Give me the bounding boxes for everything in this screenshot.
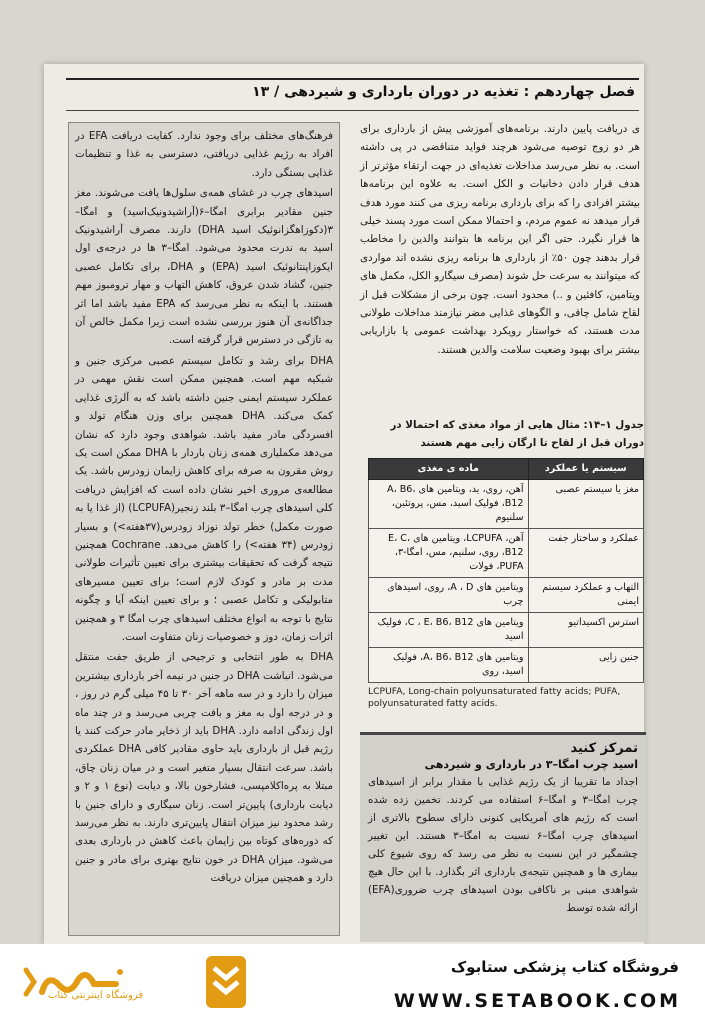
table-cell: عملکرد و ساختار جفت	[528, 529, 644, 578]
table-caption: جدول ۱–۱۴: مثال هایی از مواد مغذی که احتمالا در دوران قبل از لقاح تا ارگان زایی مهم هستند	[390, 419, 644, 449]
focus-title: تمرکز کنید	[570, 741, 638, 756]
header-system: سیستم یا عملکرد	[528, 459, 644, 480]
table-cell: ویتامین های C ، E، B6، B12، فولیک اسید	[369, 613, 529, 648]
table-cell: آهن، LCPUFA، ویتامین های E، C، B12، روی، سلنیم، مس، امگا-۳، PUFA، فولات	[369, 529, 529, 578]
left-column-box	[68, 122, 340, 936]
store-footer	[0, 944, 705, 1024]
left-paragraph-1: فرهنگ‌های مختلف برای وجود ندارد. کفایت دریافت EFA در افراد به رژیم غذایی دریافتی، دسترسی به غذا و تنظیمات غذایی بستگی دارد.	[75, 130, 333, 179]
header-divider	[66, 110, 639, 111]
right-column	[360, 120, 640, 361]
focus-box	[360, 732, 646, 942]
table-cell: ویتامین های A ، D، روی، اسیدهای چرب	[369, 578, 529, 613]
nutrient-table	[368, 458, 644, 683]
table-row	[369, 648, 644, 683]
left-paragraph-3: DHA برای رشد و تکامل سیستم عصبی مرکزی جنین و شبکیه مهم است. همچنین ممکن است نقش مهمی در عملکرد سیستم ایمنی جنین داشته باشد که به آلرژی غذایی کمک می‌کند. DHA همچنین برای وزن هنگام تولد و افسردگی مادر مفید باشد. شواهدی وجود دارد که نشان می‌دهد مکملیاری همه‌ی زنان باردار با DHA ممکن است یک روش مقرون به صرفه برای کاهش زایمان زودرس باشد. یک مطالعه‌ی مروری اخیر نشان داده است که افزایش دریافت کلی اسیدهای چرب امگا–۳ بلند زنجیر(LCPUFA) (از غذا یا به صورت مکمل) خطر تولد نوزاد زودرس(۳۷هفته>) و بسیار زودرس (۳۴ هفته>) را کاهش می‌دهد. Cochrane همچنین نتیجه گرفت که تحقیقات بیشتری برای تعیین تأثیرات طولانی مدت بر مادر و کودک لازم است؛ برای تعیین مسیرهای متابولیکی و تکامل عصبی ؛ و برای تعیین اینکه آیا و چگونه نتایج با توجه به انواع مختلف اسیدهای چرب امگا ۳ و همچنین اثرات زمان، دوز و خصوصیات زنان متفاوت است.	[75, 354, 333, 643]
table-row	[369, 578, 644, 613]
store-url[interactable]: WWW.SETABOOK.COM	[393, 990, 681, 1012]
store-logo[interactable]	[20, 956, 240, 1014]
store-name: فروشگاه کتاب پزشکی ستابوک	[450, 958, 679, 976]
right-paragraph-1: ی دریافت پایین دارند. برنامه‌های آموزشی پیش از بارداری برای هر دو زوج توصیه می‌شود هرچند فواید متناقضی در پی داشته است. به نظر می‌رسد مداخلات تغذیه‌ای در جهت ارتقاء مؤثرتر از هدف قرار دادن دخانیات و الکل است. به علاوه این برنامه‌ها بیشتر افرادی را که برای بارداری برنامه ریزی می کنند مورد هدف قرار میدهد نه عموم مردم، و احتمالا ممکن است مورد پسند خیلی ها قرار نگیرد. حتی اگر این برنامه ها بتوانند والدین را مخاطب قرار بدهند چون ۵۰٪ از بارداری ها برنامه ریزی نشده اند مواردی که میتوانند به سرعت حل شوند (مصرف سیگارو الکل، مکمل های ویتامین، کافئین و ..) محدود است. چون برخی از مشکلات قبل از لقاح شامل چاقی، و الگوهای غذایی مضر نیازمند مداخلات طولانی مدت هستند، که خواستار رویکرد بهداشت عمومی یا بازاریابی بیشتر برای بهبود وضعیت سلامت والدین هستند.	[360, 123, 641, 356]
table-header-row	[369, 459, 644, 480]
table-cell: مغز یا سیستم عصبی	[528, 480, 644, 529]
chapter-header: فصل چهاردهم : تغذیه در دوران بارداری و شیردهی / ۱۳	[252, 84, 635, 100]
table-row	[369, 613, 644, 648]
table-cell: آهن، روی، ید، ویتامین های A، B6، B12، فولیک اسید، مس، پروتئین، سلنیوم	[369, 480, 529, 529]
table-cell: ویتامین های A، B6، B12، فولیک اسید، روی	[369, 648, 529, 683]
focus-subtitle: اسید چرب امگا–۳ در بارداری و شیردهی	[424, 758, 638, 771]
logo-tagline: فروشگاه اینترنتی کتاب	[48, 990, 144, 1001]
table-row	[369, 529, 644, 578]
table-cell: جنین زایی	[528, 648, 644, 683]
header-nutrient: ماده ی مغذی	[369, 459, 529, 480]
header-rule	[66, 78, 639, 80]
left-paragraph-2: اسیدهای چرب در غشای همه‌ی سلول‌ها یافت می‌شوند. مغز جنین مقادیر برابری امگا–۶(آراشیدونیک‌اسید) و امگا–۳(دکوزاهگزانوئیک اسید DHA) دارند. مصرف آراشیدونیک اسید به ندرت محدود می‌شود. امگا–۳ ها در درجه‌ی اول ایکوزاپنتانوئیک اسید (EPA) و DHA، برای تکامل عصبی جنین، گشاد شدن عروق، کاهش التهاب و مهار ترومبوز مهم هستند. با اینکه به نظر می‌رسد که EPA مفید باشد اما اثر جداگانه‌ی آن هنوز بررسی نشده است زیرا مکمل خالص آن به تازگی در دسترس قرار گرفته است.	[75, 187, 333, 347]
logo-chevron-icon	[206, 956, 246, 1008]
table-row	[369, 480, 644, 529]
table-cell: التهاب و عملکرد سیستم ایمنی	[528, 578, 644, 613]
table-cell: استرس اکسیداتیو	[528, 613, 644, 648]
left-paragraph-4: DHA به طور انتخابی و ترجیحی از طریق جفت منتقل می‌شود. انباشت DHA در جنین در نیمه آخر بارداری بیشترین میزان را دارد و در سه ماهه آخر ۳۰ تا ۴۵ میلی گرم در روز ، و در درجه اول به مغز و بافت چربی می‌رسد و در چند ماه اول زندگی ادامه دارد. DHA باید از ذخایر مادر حرکت کنند یا رژیم قبل از بارداری باید حاوی مقادیر کافی DHA عملکردی باشد. سرعت انتقال بسیار متغیر است و در میان زنان چاق، مبتلا به پره‌اکلامپسی، فشارخون بالا، و دیابت (نوع ۱ و ۲ و دیابت بارداری) پایین‌تر است. زنان سیگاری و دارای جنین با رشد محدود نیز میزان انتقال پایین‌تری دارند. به نظر می‌رسد که دوره‌های کوتاه بین زایمان باعث کاهش در بارداری بعدی می‌شود. میزان DHA در خون نتایج بهتری برای مادر و جنین دارد و همچنین میزان دریافت	[75, 651, 333, 885]
focus-body: اجداد ما تقریبا از یک رژیم غذایی با مقدار برابر از اسیدهای چرب امگا–۳ و امگا–۶ استفاده می کردند. تخمین زده شده است که رژیم های آمریکایی کنونی دارای سطوح بالاتری از اسیدهای چرب امگا–۶ نسبت به امگا–۳ هستند. این تغییر چشمگیر در این نسبت به نظر می رسد که روی شیوع کلی بیماری ها و همچنین نتیجه‌ی بارداری اثر بگذارد. با این حال هیچ شواهدی مبنی بر ناکافی بودن اسیدهای چرب ضروری(EFA) ارائه شده توسط	[368, 776, 639, 914]
table-footnote: LCPUFA, Long-chain polyunsaturated fatty acids; PUFA, polyunsaturated fatty acids.	[368, 686, 621, 709]
